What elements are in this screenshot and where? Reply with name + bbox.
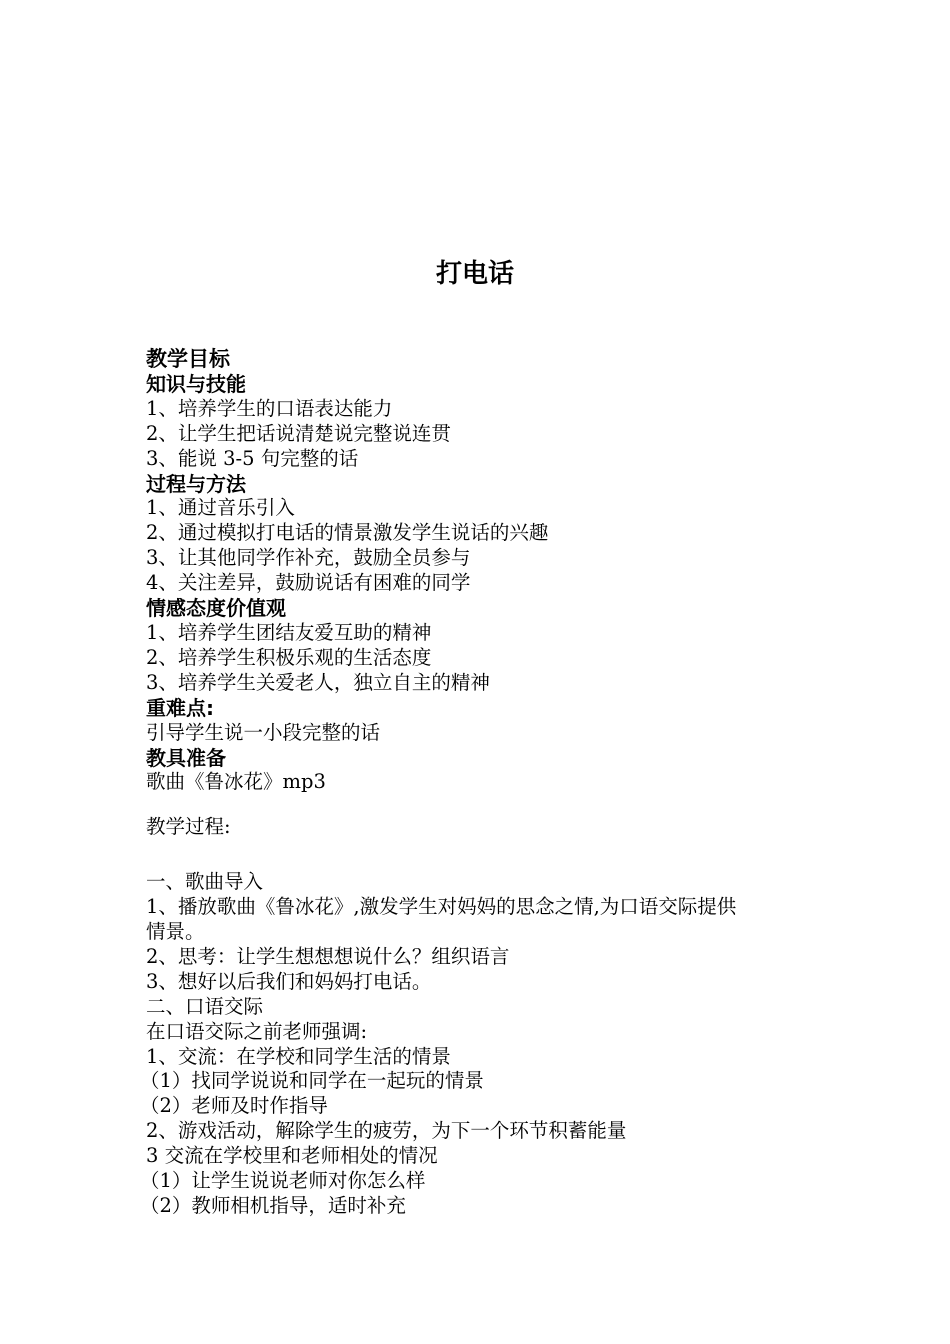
section2-item1-sub2: （2）老师及时作指导	[140, 1094, 328, 1118]
values-item-3: 3、培养学生关爱老人，独立自主的精神	[146, 670, 490, 694]
section1-heading: 一、歌曲导入	[146, 870, 264, 894]
process-item-4: 4、关注差异，鼓励说话有困难的同学	[146, 571, 471, 595]
values-heading: 情感态度价值观	[146, 596, 286, 621]
values-item-2: 2、培养学生积极乐观的生活态度	[146, 645, 432, 669]
section2-heading: 二、口语交际	[146, 994, 264, 1018]
section2-item1: 1、交流：在学校和同学生活的情景	[146, 1044, 451, 1068]
document-body	[140, 347, 826, 1219]
process-item-2: 2、通过模拟打电话的情景激发学生说话的兴趣	[146, 521, 549, 545]
knowledge-heading: 知识与技能	[146, 371, 246, 396]
knowledge-item-1: 1、培养学生的口语表达能力	[146, 396, 393, 420]
key-points-text: 引导学生说一小段完整的话	[146, 720, 381, 744]
section2-item2: 2、游戏活动，解除学生的疲劳，为下一个环节积蓄能量	[146, 1119, 627, 1143]
document-title: 打电话	[435, 259, 514, 289]
process-item-1: 1、通过音乐引入	[146, 496, 295, 520]
section1-item1-line1: 1、播放歌曲《鲁冰花》,激发学生对妈妈的思念之情,为口语交际提供	[146, 895, 737, 919]
objectives-heading: 教学目标	[146, 347, 230, 371]
section1-item2: 2、思考：让学生想想想说什么？组织语言	[146, 944, 510, 968]
section2-item3: 3 交流在学校里和老师相处的情况	[146, 1144, 438, 1168]
spacer	[146, 840, 826, 870]
section2-item3-sub2: （2）教师相机指导，适时补充	[140, 1194, 406, 1217]
section2-intro: 在口语交际之前老师强调:	[146, 1019, 368, 1043]
spacer	[146, 795, 826, 815]
materials-heading: 教具准备	[146, 745, 226, 770]
section2-item1-sub1: （1）找同学说说和同学在一起玩的情景	[140, 1069, 484, 1093]
section2-item3-sub1: （1）让学生说说老师对你怎么样	[140, 1169, 426, 1193]
section1-item3: 3、想好以后我们和妈妈打电话。	[146, 969, 432, 993]
key-points-heading: 重难点:	[146, 695, 214, 720]
section1-item1-line2: 情景。	[146, 920, 205, 944]
knowledge-item-2: 2、让学生把话说清楚说完整说连贯	[146, 421, 451, 445]
process-method-heading: 过程与方法	[146, 471, 246, 496]
values-item-1: 1、培养学生团结友爱互助的精神	[146, 620, 432, 644]
materials-text: 歌曲《鲁冰花》mp3	[146, 770, 326, 794]
knowledge-item-3: 3、能说 3-5 句完整的话	[146, 446, 359, 470]
process-item-3: 3、让其他同学作补充，鼓励全员参与	[146, 546, 471, 570]
process-label: 教学过程:	[146, 815, 231, 839]
